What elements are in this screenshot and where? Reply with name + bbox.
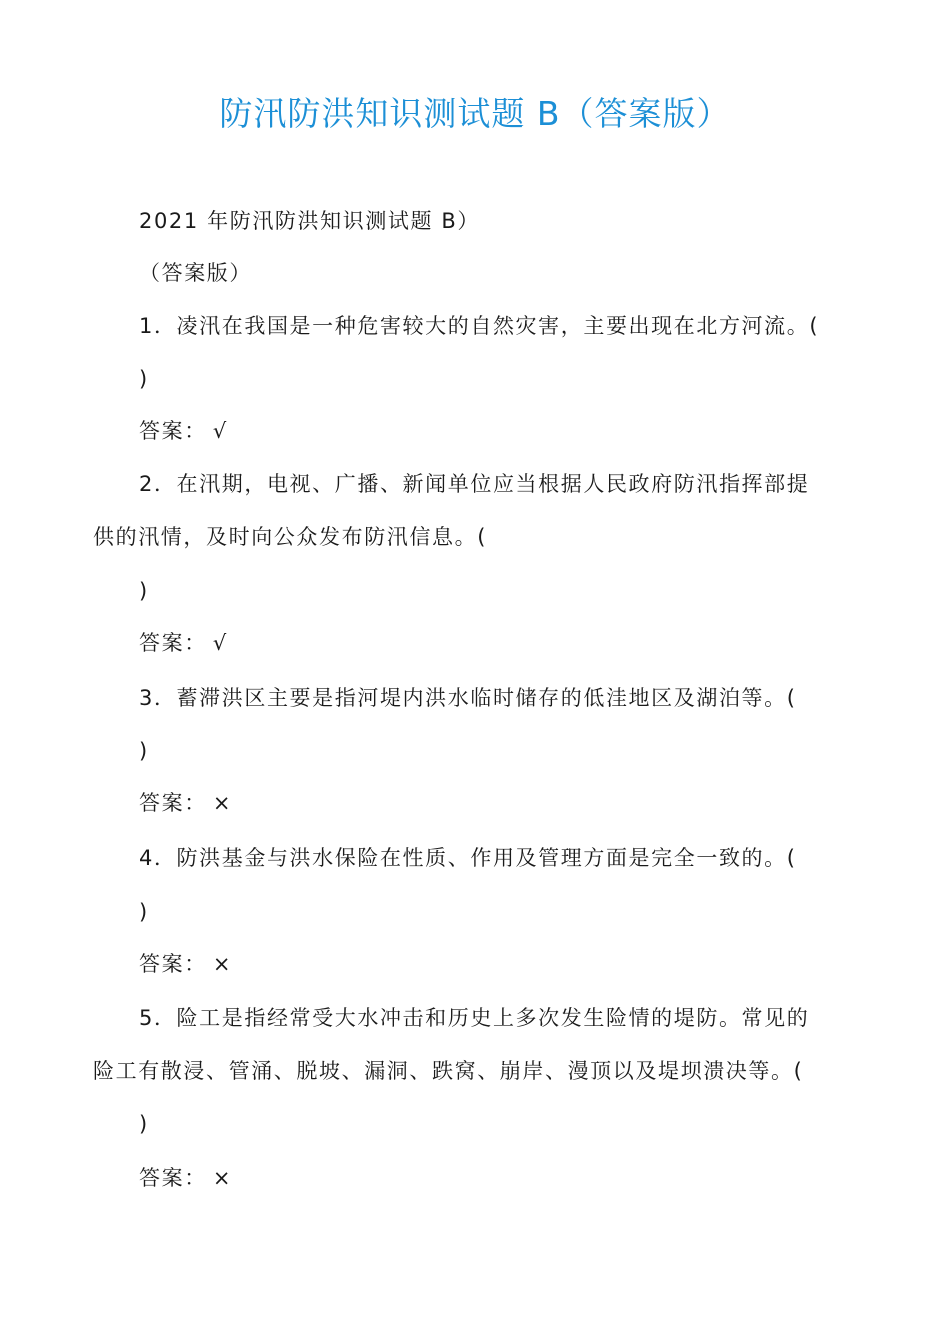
answer-mark: × — [212, 952, 233, 976]
question-3-answer — [139, 789, 232, 817]
answer-mark: √ — [212, 419, 228, 443]
question-2-text-line-2: 供的汛情，及时向公众发布防汛信息。( — [93, 525, 487, 549]
question-5-text-line-2: 险工有散浸、管涌、脱坡、漏洞、跌窝、崩岸、漫顶以及堤坝溃决等。( — [93, 1059, 804, 1083]
header-line: 2021 年防汛防洪知识测试题 B） — [139, 209, 480, 233]
question-4-text: 4．防洪基金与洪水保险在性质、作用及管理方面是完全一致的。( — [139, 846, 797, 870]
question-1-answer — [139, 417, 228, 445]
question-3-text: 3．蓄滞洪区主要是指河堤内洪水临时储存的低洼地区及湖泊等。( — [139, 686, 797, 710]
answer-label: 答案： — [139, 952, 207, 976]
question-2-answer — [139, 629, 228, 657]
question-2-text-line-1: 2．在汛期，电视、广播、新闻单位应当根据人民政府防汛指挥部提 — [139, 472, 810, 496]
answer-mark: × — [212, 791, 233, 815]
question-5-text-line-1: 5．险工是指经常受大水冲击和历史上多次发生险情的堤防。常见的 — [139, 1006, 810, 1030]
answer-label: 答案： — [139, 791, 207, 815]
answer-label: 答案： — [139, 1166, 207, 1190]
question-5-answer — [139, 1164, 232, 1192]
answer-mark: × — [212, 1166, 233, 1190]
question-1-text: 1．凌汛在我国是一种危害较大的自然灾害，主要出现在北方河流。( — [139, 314, 820, 338]
question-1-close-paren: ) — [139, 367, 149, 391]
header-line-answer-version: （答案版） — [139, 261, 252, 285]
question-2-close-paren: ) — [139, 579, 149, 603]
answer-label: 答案： — [139, 419, 207, 443]
question-5-close-paren: ) — [139, 1112, 149, 1136]
document-title: 防汛防洪知识测试题 B（答案版） — [219, 94, 731, 133]
answer-mark: √ — [212, 631, 228, 655]
question-3-close-paren: ) — [139, 739, 149, 763]
question-4-answer — [139, 950, 232, 978]
question-4-close-paren: ) — [139, 900, 149, 924]
answer-label: 答案： — [139, 631, 207, 655]
